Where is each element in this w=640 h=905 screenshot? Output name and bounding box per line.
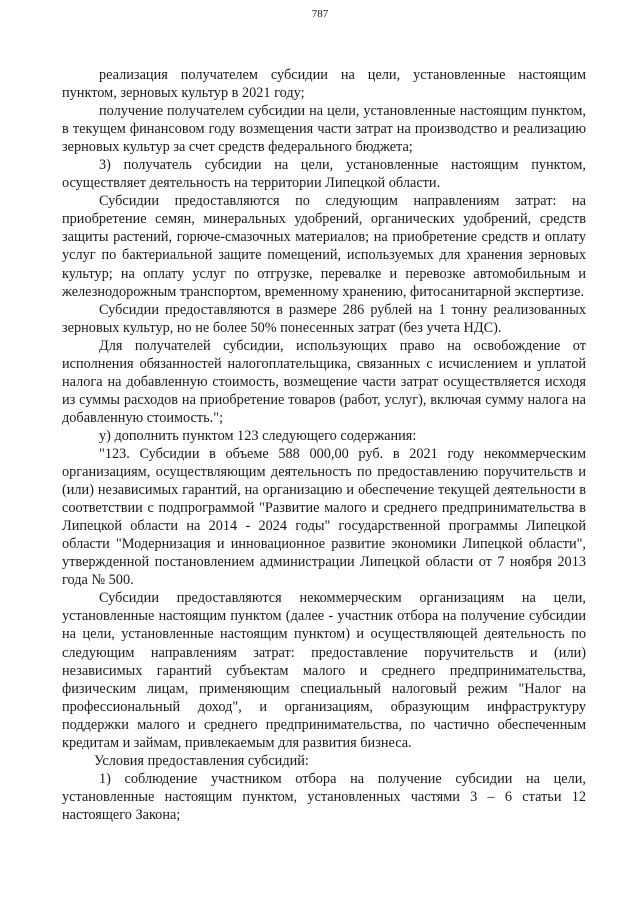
paragraph: Субсидии предоставляются некоммерческим организациям на цели, установленные настоящим пунктом (далее - участник отбора на получение субсидии на цели, установленные настоящим пунктом) и осуществляющей деятельность по следующим направлениям затрат: предоставление поручительств и (или) независимых гарантий субъектам малого и среднего предпринимательства, физическим лицам, применяющим специальный налоговый режим "Налог на профессиональный доход", и организациям, образующим инфраструктуру поддержки малого и среднего предпринимательства, по частично обеспеченным кредитам и займам, привлекаемым для развития бизнеса. bbox=[62, 590, 586, 751]
paragraph: Для получателей субсидии, использующих право на освобождение от исполнения обязанностей налогоплательщика, связанных с исчислением и уплатой налога на добавленную стоимость, возмещение части затрат осуществляется исходя из суммы расходов на приобретение товаров (работ, услуг), включая сумму налога на добавленную стоимость."; bbox=[62, 337, 586, 426]
page-number: 787 bbox=[311, 8, 329, 20]
paragraph: 1) соблюдение участником отбора на получение субсидии на цели, установленные настоящим пунктом, установленных частями 3 – 6 статьи 12 настоящего Закона; bbox=[62, 770, 586, 823]
paragraph: Условия предоставления субсидий: bbox=[94, 752, 309, 769]
paragraph: Субсидии предоставляются по следующим направлениям затрат: на приобретение семян, минеральных удобрений, органических удобрений, средств защиты растений, горюче-смазочных материалов; на приобретение средств и оплату услуг по бактериальной защите помещений, используемых для хранения зерновых культур; на оплату услуг по отгрузке, перевалке и перевозке автомобильным и железнодорожным транспортом, временному хранению, фитосанитарной экспертизе. bbox=[62, 193, 586, 300]
paragraph: получение получателем субсидии на цели, установленные настоящим пунктом, в текущем финансовом году возмещения части затрат на производство и реализацию зерновых культур за счет средств федерального бюджета; bbox=[62, 103, 586, 156]
paragraph: у) дополнить пунктом 123 следующего содержания: bbox=[99, 427, 417, 444]
paragraph: реализация получателем субсидии на цели, установленные настоящим пунктом, зерновых культур в 2021 году; bbox=[62, 67, 586, 102]
paragraph: Субсидии предоставляются в размере 286 рублей на 1 тонну реализованных зерновых культур, но не более 50% понесенных затрат (без учета НДС). bbox=[62, 301, 586, 336]
paragraph: "123. Субсидии в объеме 588 000,00 руб. в 2021 году некоммерческим организациям, осуществляющим деятельность по предоставлению поручительств и (или) независимых гарантий, на организацию и обеспечение текущей деятельности в соответствии с подпрограммой "Развитие малого и среднего предпринимательства в Липецкой области на 2014 - 2024 годы" государственной программы Липецкой области "Модернизация и инновационное развитие экономики Липецкой области", утвержденной постановлением администрации Липецкой области от 7 ноября 2013 года № 500. bbox=[62, 445, 586, 589]
paragraph: 3) получатель субсидии на цели, установленные настоящим пунктом, осуществляет деятельность на территории Липецкой области. bbox=[62, 157, 586, 192]
document-body bbox=[62, 66, 586, 824]
